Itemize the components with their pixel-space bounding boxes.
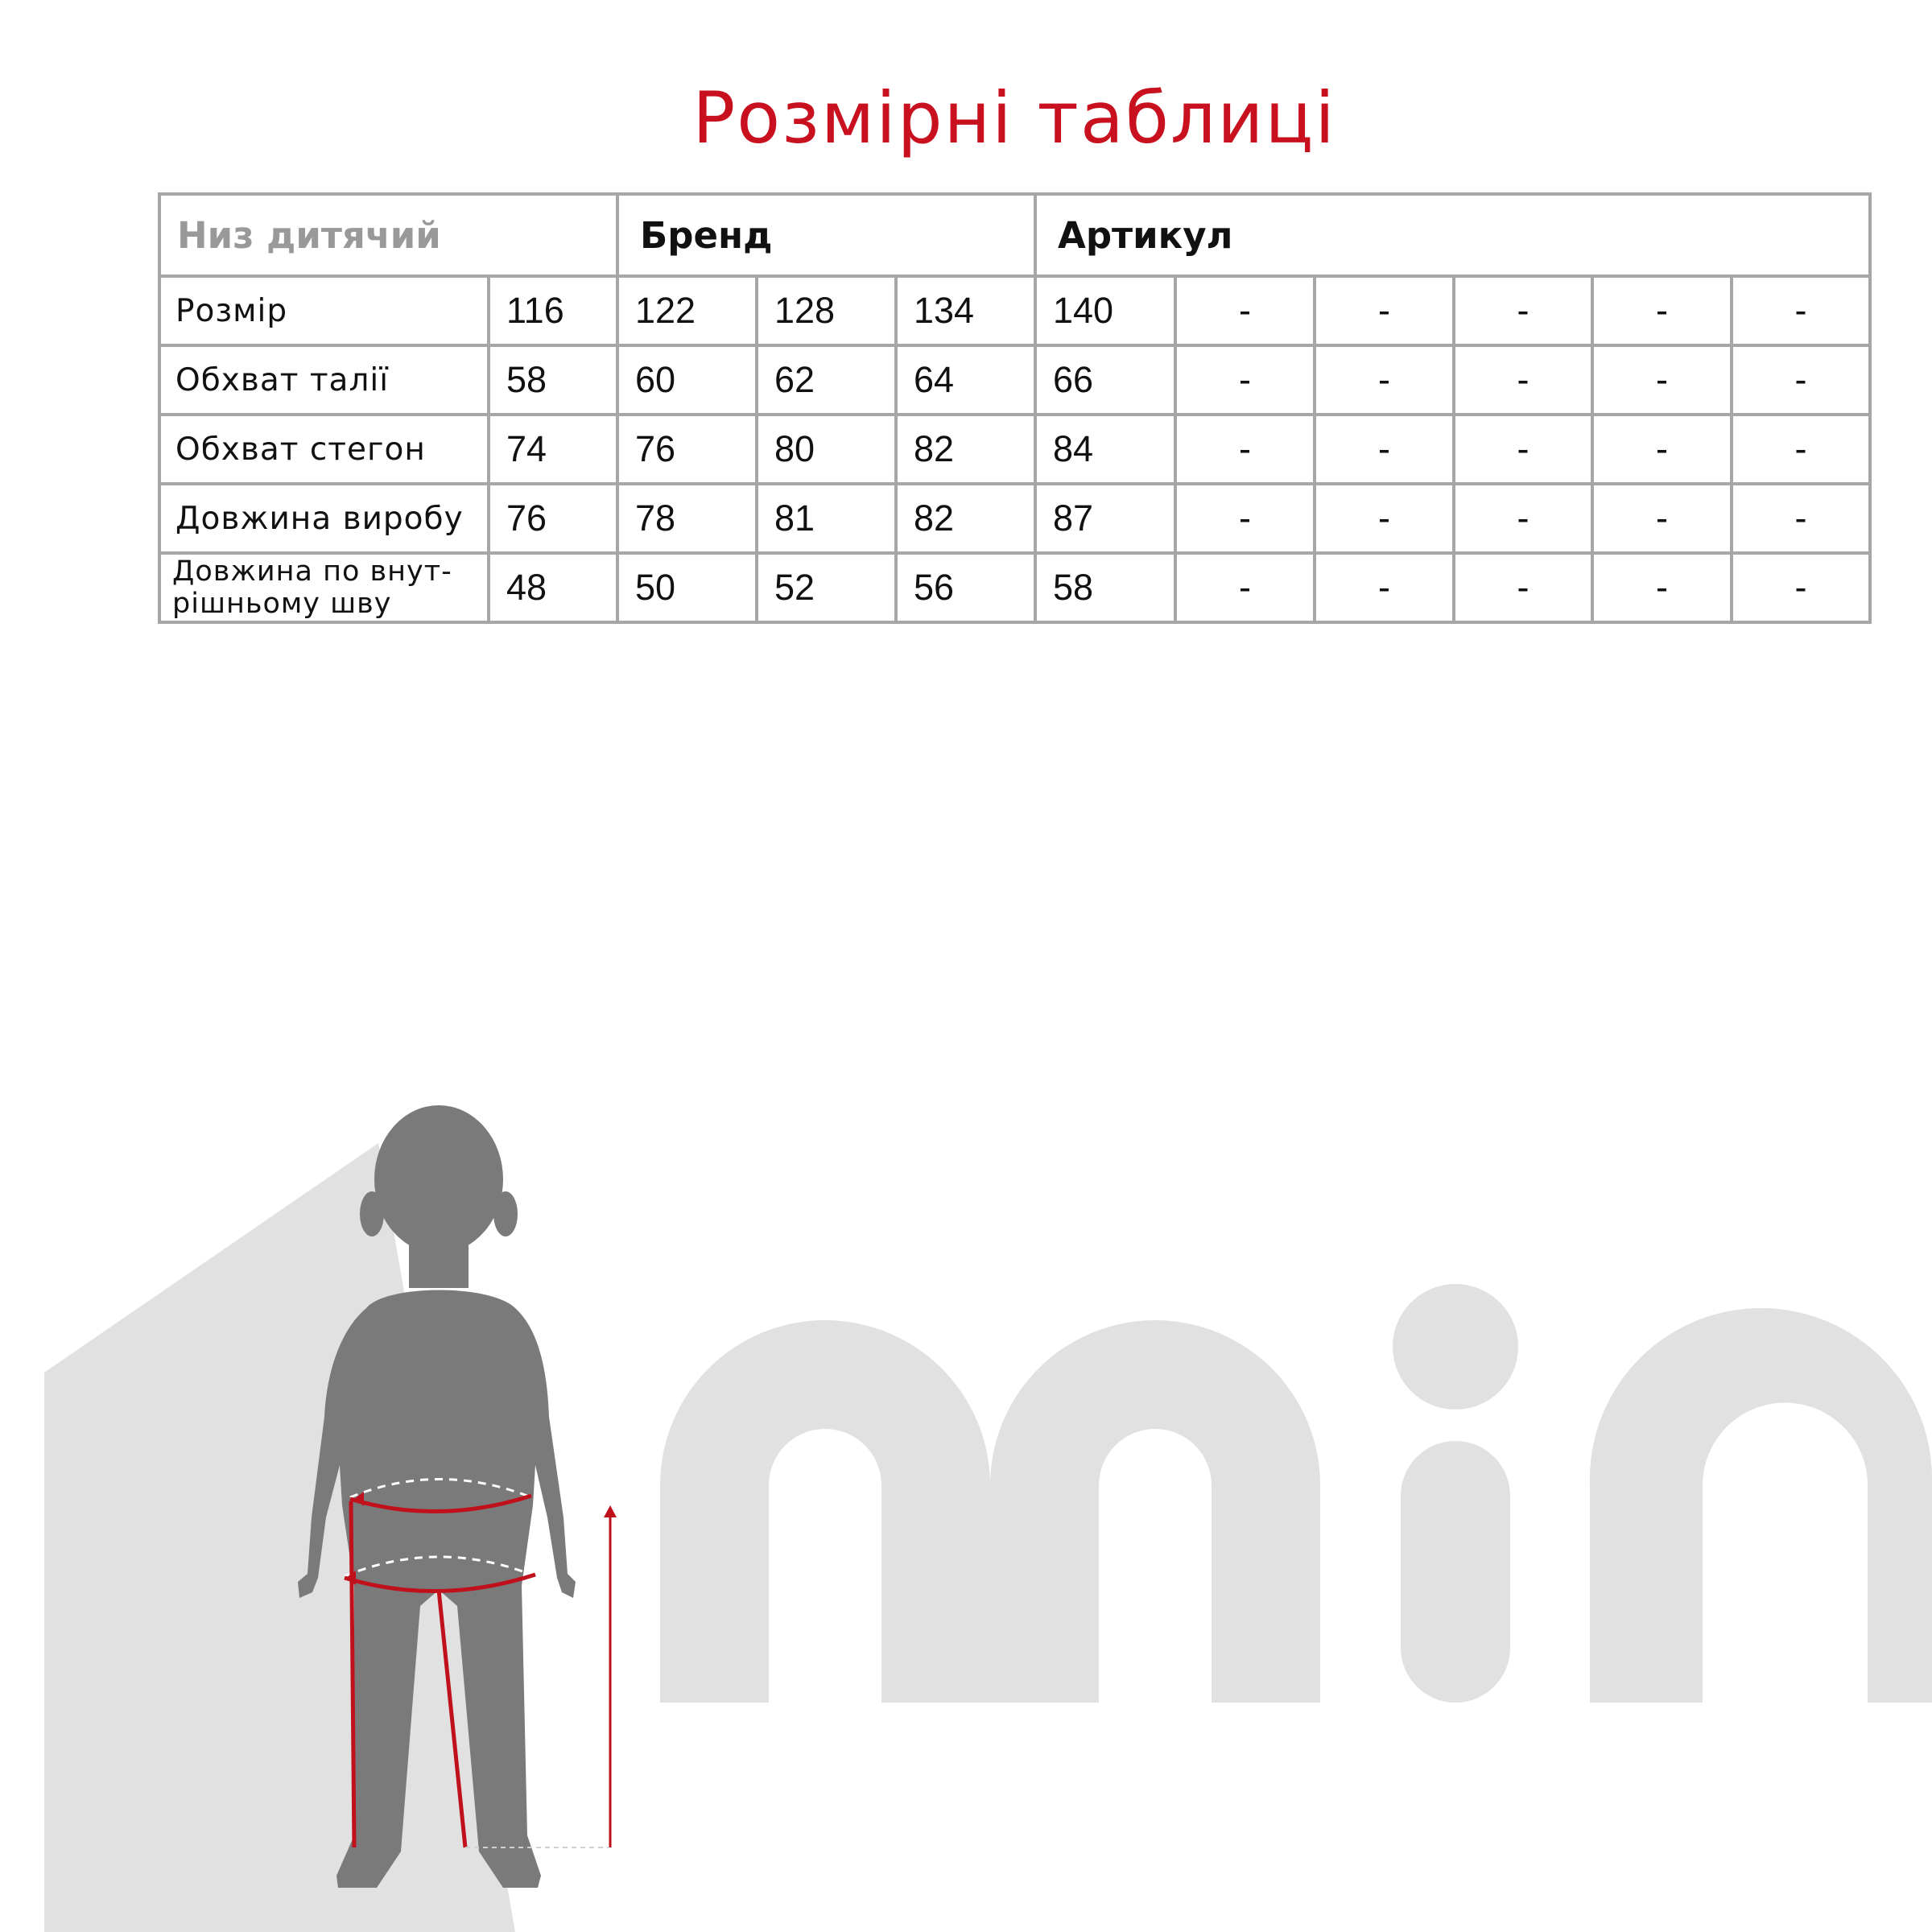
table-cell: 52 bbox=[757, 553, 896, 622]
table-cell: 134 bbox=[896, 276, 1035, 345]
table-cell: - bbox=[1592, 553, 1732, 622]
table-cell: - bbox=[1315, 415, 1454, 484]
brand-logo-watermark bbox=[44, 1143, 1932, 1932]
table-cell: - bbox=[1315, 345, 1454, 415]
table-cell: 128 bbox=[757, 276, 896, 345]
table-cell: - bbox=[1592, 484, 1732, 553]
table-cell: - bbox=[1732, 484, 1870, 553]
table-cell: 64 bbox=[896, 345, 1035, 415]
table-cell: - bbox=[1732, 345, 1870, 415]
table-cell: 60 bbox=[617, 345, 757, 415]
category-cell: Низ дитячий bbox=[159, 194, 617, 276]
table-cell: 58 bbox=[1035, 553, 1175, 622]
table-cell: 140 bbox=[1035, 276, 1175, 345]
table-cell: - bbox=[1315, 484, 1454, 553]
table-cell: 76 bbox=[489, 484, 617, 553]
table-cell: - bbox=[1175, 276, 1315, 345]
table-cell: - bbox=[1454, 415, 1592, 484]
brand-cell: Бренд bbox=[617, 194, 1035, 276]
page-title: Розмірні таблиці bbox=[692, 76, 1336, 159]
table-cell: 82 bbox=[896, 484, 1035, 553]
row-label: Розмір bbox=[159, 276, 489, 345]
table-cell: 82 bbox=[896, 415, 1035, 484]
table-cell: - bbox=[1454, 276, 1592, 345]
table-cell: 58 bbox=[489, 345, 617, 415]
table-cell: 56 bbox=[896, 553, 1035, 622]
table-cell: - bbox=[1175, 345, 1315, 415]
table-cell: - bbox=[1175, 484, 1315, 553]
table-cell: 66 bbox=[1035, 345, 1175, 415]
row-label: Довжина по внут-рішньому шву bbox=[159, 553, 489, 622]
table-cell: 74 bbox=[489, 415, 617, 484]
table-cell: - bbox=[1592, 345, 1732, 415]
table-cell: 116 bbox=[489, 276, 617, 345]
table-cell: - bbox=[1732, 553, 1870, 622]
table-cell: - bbox=[1454, 484, 1592, 553]
table-cell: 62 bbox=[757, 345, 896, 415]
table-cell: 122 bbox=[617, 276, 757, 345]
table-cell: - bbox=[1732, 415, 1870, 484]
article-cell: Артикул bbox=[1035, 194, 1870, 276]
table-cell: 78 bbox=[617, 484, 757, 553]
table-cell: 50 bbox=[617, 553, 757, 622]
table-cell: - bbox=[1315, 553, 1454, 622]
table-cell: - bbox=[1732, 276, 1870, 345]
table-cell: - bbox=[1454, 553, 1592, 622]
table-cell: - bbox=[1175, 553, 1315, 622]
table-cell: 84 bbox=[1035, 415, 1175, 484]
table-cell: - bbox=[1454, 345, 1592, 415]
table-cell: 87 bbox=[1035, 484, 1175, 553]
row-label: Обхват стегон bbox=[159, 415, 489, 484]
table-cell: - bbox=[1592, 415, 1732, 484]
table-cell: 48 bbox=[489, 553, 617, 622]
row-label: Обхват талії bbox=[159, 345, 489, 415]
table-cell: - bbox=[1592, 276, 1732, 345]
table-cell: 80 bbox=[757, 415, 896, 484]
table-cell: 81 bbox=[757, 484, 896, 553]
table-cell: 76 bbox=[617, 415, 757, 484]
table-cell: - bbox=[1175, 415, 1315, 484]
table-cell: - bbox=[1315, 276, 1454, 345]
row-label: Довжина виробу bbox=[159, 484, 489, 553]
